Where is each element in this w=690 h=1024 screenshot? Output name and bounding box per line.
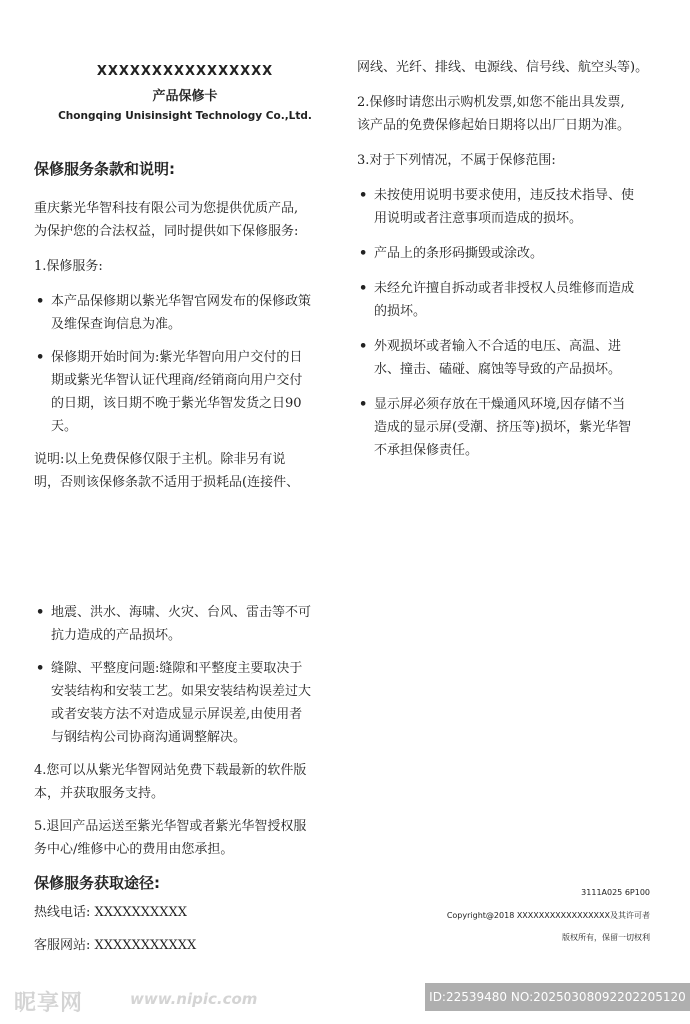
list-item-line: 安装结构和安装工艺。如果安装结构误差过大 — [51, 684, 312, 699]
list-item-line: 或者安装方法不对造成显示屏误差,由使用者 — [51, 707, 303, 722]
product-code: XXXXXXXXXXXXXXXX — [96, 64, 274, 79]
list-item-line: 的损坏。 — [374, 304, 427, 319]
list-item — [357, 184, 662, 230]
list-item-line: • 保修期开始时间为:紫光华智向用户交付的日 — [51, 350, 303, 365]
hotline: 热线电话: XXXXXXXXXX — [34, 905, 188, 920]
section-title: 保修服务条款和说明: — [34, 160, 175, 178]
list-item-line: 不承担保修责任。 — [374, 443, 479, 458]
note-line: 说明:以上免费保修仅限于主机。除非另有说 — [34, 452, 286, 467]
continued-line: 网线、光纤、排线、电源线、信号线、航空头等)。 — [357, 60, 649, 75]
item-line: 2.保修时请您出示购机发票,如您不能出具发票, — [357, 95, 625, 110]
warranty-terms-section — [34, 158, 334, 494]
image-id-bar: ID:22539480 NO:20250308092202205120 — [425, 983, 690, 1011]
list-item-line: 期或紫光华智认证代理商/经销商向用户交付 — [51, 373, 303, 388]
watermark-url: www.nipic.com — [130, 990, 258, 1008]
intro-line: 为保护您的合法权益，同时提供如下保修服务: — [34, 224, 299, 239]
item-line: 务中心/维修中心的费用由您承担。 — [34, 842, 234, 857]
website: 客服网站: XXXXXXXXXXX — [34, 938, 197, 953]
list-item-line: 天。 — [51, 419, 78, 434]
list-item — [34, 290, 334, 336]
list-item — [34, 601, 334, 647]
list-item-line: 及维保查询信息为准。 — [51, 317, 182, 332]
list-item-line: 水、撞击、磕碰、腐蚀等导致的产品损坏。 — [374, 362, 622, 377]
note-line: 明，否则该保修条款不适用于损耗品(连接件、 — [34, 475, 300, 490]
item-label: 1.保修服务: — [34, 259, 103, 274]
list-item — [34, 346, 334, 438]
list-item — [357, 242, 662, 265]
list-item-line: • 外观损坏或者输入不合适的电压、高温、进 — [374, 339, 622, 354]
list-item-line: • 未按使用说明书要求使用，违反技术指导、使 — [374, 188, 635, 203]
list-item-line: 的日期，该日期不晚于紫光华智发货之日90 — [51, 396, 302, 411]
item-label: 3.对于下列情况，不属于保修范围: — [357, 153, 556, 168]
list-item — [357, 393, 662, 462]
doc-code: 3111A025 6P100 — [581, 888, 650, 897]
list-item-line: 抗力造成的产品损坏。 — [51, 628, 182, 643]
item-line: 4.您可以从紫光华智网站免费下载最新的软件版 — [34, 763, 307, 778]
list-item-line: • 缝隙、平整度问题:缝隙和平整度主要取决于 — [51, 661, 303, 676]
contact-section — [34, 872, 334, 957]
card-title: 产品保修卡 — [152, 89, 218, 104]
copyright: Copyright@2018 XXXXXXXXXXXXXXXXX及其许可者 — [446, 911, 650, 920]
list-item-line: • 未经允许擅自拆动或者非授权人员维修而造成 — [374, 281, 635, 296]
company-name-en: Chongqing Unisinsight Technology Co.,Ltd. — [58, 110, 312, 122]
lower-left-block — [34, 601, 334, 861]
contact-title: 保修服务获取途径: — [34, 874, 160, 892]
list-item-line: 与钢结构公司协商沟通调整解决。 — [51, 730, 247, 745]
list-item-line: • 本产品保修期以紫光华智官网发布的保修政策 — [51, 294, 312, 309]
list-item — [357, 335, 662, 381]
item-line: 5.退回产品运送至紫光华智或者紫光华智授权服 — [34, 819, 307, 834]
list-item-line: 造成的显示屏(受潮、挤压等)损坏，紫光华智 — [374, 420, 632, 435]
rights-reserved: 版权所有，保留一切权利 — [562, 933, 650, 942]
list-item-line: • 地震、洪水、海啸、火灾、台风、雷击等不可 — [51, 605, 312, 620]
list-item — [34, 657, 334, 749]
item-line: 本，并获取服务支持。 — [34, 786, 165, 801]
list-item-line: • 产品上的条形码撕毁或涂改。 — [374, 246, 544, 261]
list-item-line: 用说明或者注意事项而造成的损坏。 — [374, 211, 583, 226]
list-item — [357, 277, 662, 323]
watermark-logo: 昵享网 — [14, 991, 84, 1016]
intro-line: 重庆紫光华智科技有限公司为您提供优质产品, — [34, 201, 299, 216]
list-item-line: • 显示屏必须存放在干燥通风环境,因存储不当 — [374, 397, 626, 412]
item-line: 该产品的免费保修起始日期将以出厂日期为准。 — [357, 118, 631, 133]
right-column — [357, 56, 662, 462]
